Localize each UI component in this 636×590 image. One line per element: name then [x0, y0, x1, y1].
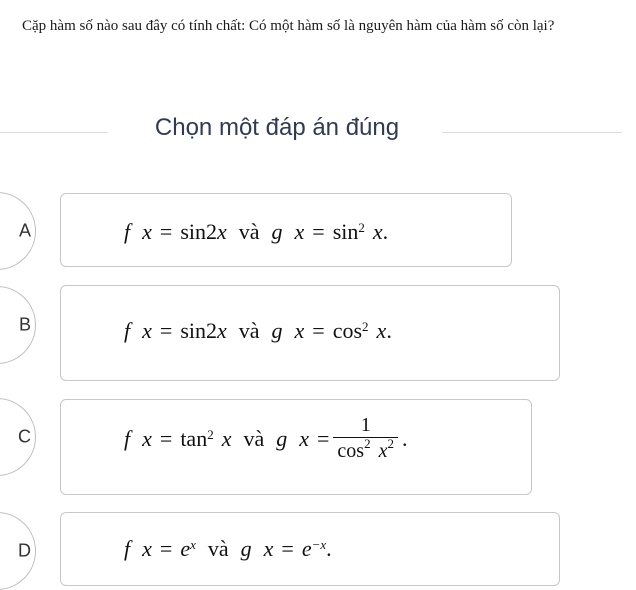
option-a-letter[interactable]: A	[0, 192, 36, 270]
option-d-formula: f x = e $^x$ và g x = e $^{-x}$ .	[124, 536, 332, 561]
option-c-fraction: $\frac{1}{\cos^2 x^2}$	[333, 414, 398, 463]
answer-heading: Chọn một đáp án đúng	[154, 114, 400, 141]
option-a-formula: f x = sin 2 x và g x = sin $^2$ x .	[124, 219, 389, 244]
option-b-letter[interactable]: B	[0, 286, 36, 364]
option-c-formula: f x = tan $^2$ x và g x = $\frac{1}{\cos^2 x^2}$ .	[124, 414, 408, 462]
option-d-letter[interactable]: D	[0, 512, 36, 590]
option-b-formula: f x = sin 2 x và g x = cos $^2$ x .	[124, 318, 392, 343]
heading-divider-right	[442, 132, 622, 133]
option-c-letter[interactable]: C	[0, 398, 36, 476]
question-text: Cặp hàm số nào sau đây có tính chất: Có một hàm số là nguyên hàm của hàm số còn lại?	[22, 18, 555, 34]
